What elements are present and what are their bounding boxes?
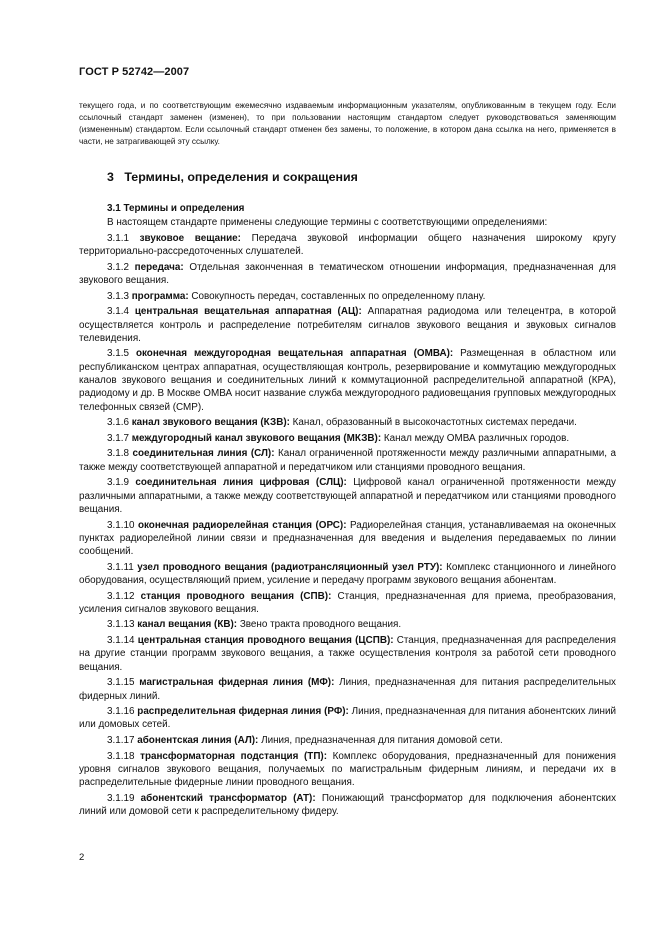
term-entry	[79, 519, 616, 559]
term-entry	[79, 290, 616, 303]
term-name: канал звукового вещания (КЗВ):	[131, 417, 290, 429]
term-number: 3.1.10	[107, 519, 135, 531]
term-name: абонентский трансформатор (АТ):	[140, 792, 316, 804]
term-name: программа:	[131, 290, 189, 302]
term-entry	[79, 705, 616, 732]
term-number: 3.1.17	[107, 735, 135, 747]
term-definition: Цифровой канал ограниченной протяженности между различными аппаратными, а также между соответствующей аппаратной и передатчиком или станциями проводного вещания.	[79, 477, 616, 515]
term-name: трансформаторная подстанция (ТП):	[140, 750, 327, 762]
term-entry	[79, 261, 616, 288]
term-definition: Передача звуковой информации общего назначения широкому кругу территориально-рассредоточенных слушателей.	[79, 232, 616, 258]
term-number: 3.1.14	[107, 635, 135, 647]
term-definition: Радиорелейная станция, устанавливаемая на оконечных пунктах радиорелейной линии связи и предназначенная для введения и выделения передаваемых по линии сообщений.	[79, 519, 616, 558]
term-definition: Комплекс оборудования, предназначенный для понижения уровня сигналов звукового вещания, получаемых по магистральным фидерным линиям, и передачи их в распределительные фидерные линии проводного вещания.	[79, 750, 616, 789]
term-name: магистральная фидерная линия (МФ):	[139, 677, 335, 689]
term-entry	[79, 447, 616, 474]
term-number: 3.1.16	[107, 706, 135, 718]
section-title: Термины, определения и сокращения	[124, 170, 358, 184]
term-number: 3.1.3	[107, 290, 129, 302]
term-name: звуковое вещание:	[139, 232, 241, 244]
page-content	[79, 66, 616, 821]
term-number: 3.1.13	[107, 619, 135, 631]
document-header: ГОСТ Р 52742—2007	[79, 66, 190, 78]
term-name: станция проводного вещания (СПВ):	[140, 590, 332, 602]
term-name: узел проводного вещания (радиотрансляционный узел РТУ):	[137, 561, 443, 573]
term-name: соединительная линия цифровая (СЛЦ):	[135, 477, 347, 489]
term-definition: Совокупность передач, составленных по определенному плану.	[191, 290, 486, 302]
term-number: 3.1.5	[107, 348, 129, 360]
term-entry	[79, 232, 616, 259]
term-number: 3.1.8	[107, 448, 129, 460]
term-entry	[79, 432, 616, 445]
term-entry	[79, 416, 616, 429]
page-number: 2	[79, 852, 85, 863]
term-definition: Аппаратная радиодома или телецентра, в которой осуществляется контроль и распределение потребителям сигналов звукового вещания и звуковых сигналов телевидения.	[79, 306, 616, 344]
term-definition: Отдельная законченная в тематическом отношении информация, предназначенная для звукового вещания.	[79, 261, 617, 287]
term-name: соединительная линия (СЛ):	[132, 448, 275, 460]
section-number: 3	[107, 170, 114, 184]
term-entry	[79, 590, 616, 617]
term-name: распределительная фидерная линия (РФ):	[137, 706, 349, 718]
term-name: оконечная междугородная вещательная аппаратная (ОМВА):	[135, 348, 454, 360]
term-name: канал вещания (КВ):	[137, 619, 238, 631]
term-name: абонентская линия (АЛ):	[137, 735, 259, 747]
term-number: 3.1.15	[107, 677, 135, 689]
term-definition: Станция, предназначенная для приема, преобразования, усиления сигналов звукового вещания.	[79, 590, 616, 615]
term-number: 3.1.18	[107, 750, 135, 762]
term-number: 3.1.6	[107, 417, 129, 429]
term-entry	[79, 476, 616, 516]
section-heading	[107, 170, 616, 184]
term-definition: Звено тракта проводного вещания.	[239, 619, 402, 631]
term-definition: Канал, образованный в высокочастотных системах передачи.	[292, 417, 577, 429]
term-definition: Линия, предназначенная для питания распределительных фидерных линий.	[79, 677, 616, 702]
term-definition: Комплекс станционного и линейного оборудования, осуществляющий прием, усиление и передачу программ звукового вещания абонентам.	[79, 561, 617, 586]
term-entry	[79, 561, 616, 588]
term-number: 3.1.19	[107, 792, 135, 804]
term-definition: Станция, предназначенная для распределения на другие станции программ звукового вещания, а также осуществления контроля за работой сети проводного вещания.	[79, 635, 616, 673]
term-definition: Размещенная в областном или республиканском центрах аппаратная, осуществляющая контроль, резервирование и коммутацию междугородных каналов звукового вещания и соединительных линий к коммутационной распределительной аппаратной (КРА), радиодому и др. В Москве ОМВА носит название служба междугородного радиовещания групповых междугородных телефонных связей (СМР).	[79, 348, 616, 413]
term-name: центральная вещательная аппаратная (АЦ):	[134, 306, 362, 318]
term-entry	[79, 750, 616, 790]
term-definition: Линия, предназначенная для питания домовой сети.	[261, 735, 503, 747]
term-entry	[79, 634, 616, 674]
lead-paragraph: В настоящем стандарте применены следующие термины с соответствующими определениями:	[107, 217, 548, 229]
term-definition: Линия, предназначенная для питания абонентских линий или домовых сетей.	[79, 706, 616, 731]
term-number: 3.1.4	[107, 306, 129, 318]
term-definition: Канал между ОМВА различных городов.	[383, 432, 570, 444]
term-entry	[79, 347, 616, 413]
intro-paragraph: текущего года, и по соответствующим ежемесячно издаваемым информационным указателям, опубликованным в текущем году. Если ссылочный стандарт заменен (изменен), то при пользовании настоящим стандартом следует руководствоваться заменяющим (измененным) стандартом. Если ссылочный стандарт отменен без замены, то положение, в котором дана ссылка на него, применяется в части, не затрагивающей эту ссылку.	[79, 101, 616, 146]
terms-body	[79, 202, 616, 818]
subsection-heading: 3.1 Термины и определения	[107, 203, 245, 214]
term-entry	[79, 792, 616, 819]
term-number: 3.1.11	[107, 561, 134, 573]
term-entry	[79, 676, 616, 703]
term-number: 3.1.1	[107, 232, 129, 244]
term-entry	[79, 305, 616, 345]
term-number: 3.1.9	[107, 477, 129, 489]
term-entry	[79, 734, 616, 747]
intro-text	[79, 100, 616, 148]
term-entry	[79, 618, 616, 631]
term-number: 3.1.2	[107, 261, 129, 273]
term-name: междугородный канал звукового вещания (МКЗВ):	[131, 432, 382, 444]
term-number: 3.1.12	[107, 590, 135, 602]
term-number: 3.1.7	[107, 432, 129, 444]
term-name: оконечная радиорелейная станция (ОРС):	[137, 519, 347, 531]
term-name: передача:	[134, 261, 184, 273]
term-name: центральная станция проводного вещания (ЦСПВ):	[137, 635, 394, 647]
term-definition: Канал ограниченной протяженности между различными аппаратными, а также между соответствующей аппаратной и передатчиком или станциями проводного вещания.	[79, 448, 616, 473]
term-definition: Понижающий трансформатор для подключения абонентских линий или домовой сети к распределительному фидеру.	[79, 792, 617, 818]
